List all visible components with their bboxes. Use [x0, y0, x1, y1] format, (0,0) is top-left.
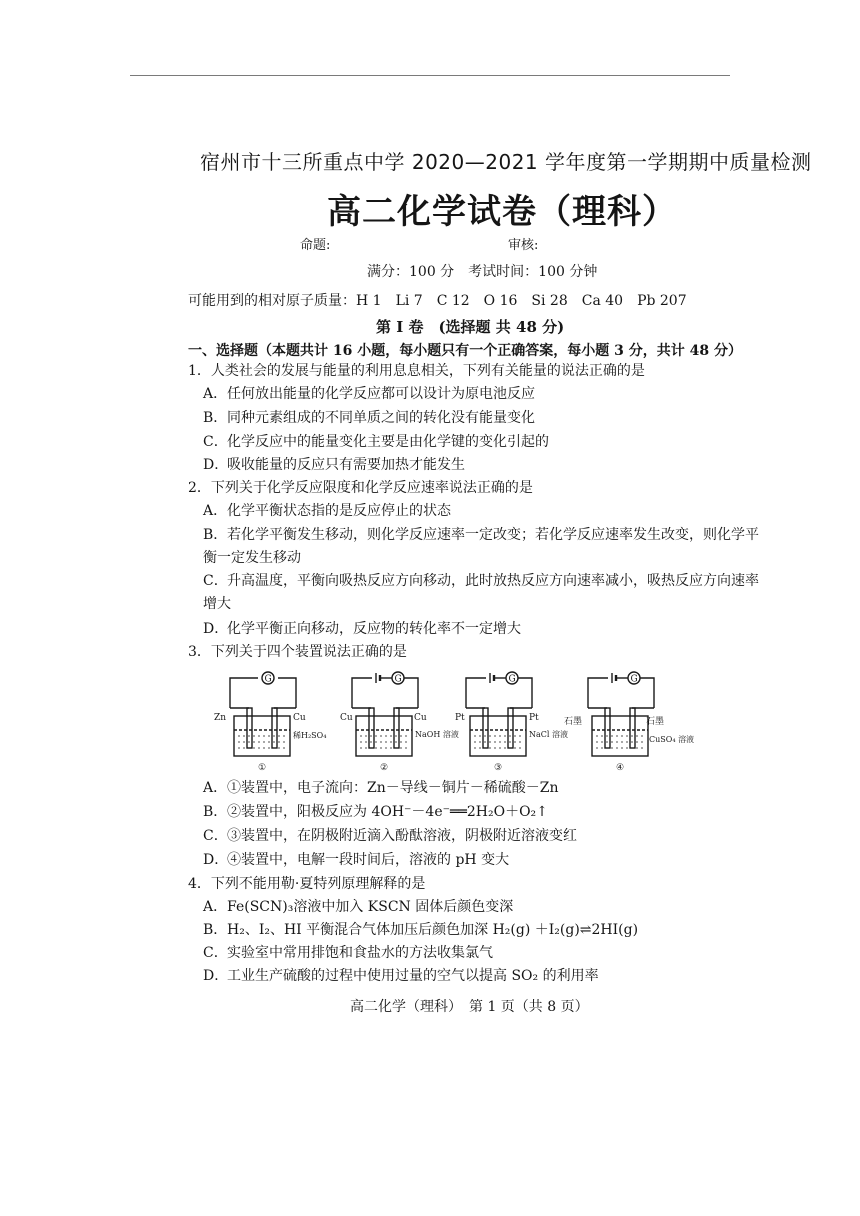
option-text: H₂、I₂、HI 平衡混合气体加压后颜色加深 H₂(g) ＋I₂(g)⇌2HI(g)	[227, 922, 639, 938]
question-1-option-b	[203, 408, 535, 428]
setter-label: 命题:	[300, 238, 331, 253]
option-label: B．	[203, 527, 228, 543]
cell-1-left-electrode-label: Zn	[214, 713, 227, 723]
option-text: 化学平衡状态指的是反应停止的状态	[227, 503, 451, 519]
section-title: 一、选择题（本题共计 16 小题，每小题只有一个正确答案，每小题 3 分，共计 48 分）	[188, 343, 742, 359]
meter-g-label: G	[630, 674, 638, 685]
option-text: 化学平衡正向移动，反应物的转化率不一定增大	[227, 621, 521, 637]
option-label: A．	[203, 386, 228, 402]
option-label: D．	[203, 852, 229, 868]
cell-2-diagram	[352, 672, 418, 756]
option-label: C．	[203, 945, 228, 961]
option-text: 若化学平衡发生移动，则化学反应速率一定改变；若化学反应速率发生改变，则化学平衡一定发生移动	[203, 527, 759, 566]
option-text: ③装置中，在阴极附近滴入酚酞溶液，阴极附近溶液变红	[227, 828, 577, 844]
question-3-option-c	[203, 826, 577, 846]
option-text: ②装置中，阳极反应为 4OH⁻－4e⁻══2H₂O＋O₂↑	[227, 804, 548, 820]
option-text: 实验室中常用排饱和食盐水的方法收集氯气	[227, 945, 493, 961]
option-label: B．	[203, 804, 228, 820]
option-label: D．	[203, 457, 229, 473]
cell-3-left-electrode-label: Pt	[455, 713, 465, 723]
page-footer: 高二化学（理科） 第 1 页（共 8 页）	[350, 999, 589, 1015]
cell-4-left-electrode-label: 石墨	[564, 717, 583, 727]
question-2-option-c	[203, 570, 763, 616]
cell-4-number: ④	[616, 763, 625, 773]
question-1-option-a	[203, 384, 535, 404]
meter-g-label: G	[508, 674, 516, 685]
cell-2-number: ②	[380, 763, 389, 773]
cell-2-left-electrode-label: Cu	[340, 713, 353, 723]
option-label: B．	[203, 410, 228, 426]
question-4-option-a	[203, 897, 513, 917]
cell-2-solution-label: NaOH 溶液	[415, 730, 459, 739]
atomic-masses-line: 可能用到的相对原子质量：H 1 Li 7 C 12 O 16 Si 28 Ca 40 Pb 207	[188, 293, 687, 309]
cell-3-right-electrode-label: Pt	[529, 713, 539, 723]
option-text: 化学反应中的能量变化主要是由化学键的变化引起的	[227, 434, 549, 450]
option-label: C．	[203, 573, 228, 589]
question-4-option-b	[203, 920, 638, 940]
meter-g-label: G	[394, 674, 402, 685]
option-text: 吸收能量的反应只有需要加热才能发生	[227, 457, 465, 473]
option-text: 同种元素组成的不同单质之间的转化没有能量变化	[227, 410, 535, 426]
question-2-option-b	[203, 524, 763, 570]
cell-1-diagram	[230, 672, 296, 756]
cell-3-diagram	[466, 672, 532, 756]
option-label: A．	[203, 503, 228, 519]
reviewer-label: 审核:	[508, 238, 539, 253]
option-label: C．	[203, 828, 228, 844]
cell-4-right-electrode-label: 石墨	[646, 717, 665, 727]
question-3-stem: 3．下列关于四个装置说法正确的是	[188, 644, 407, 660]
option-text: Fe(SCN)₃溶液中加入 KSCN 固体后颜色变深	[227, 899, 514, 915]
question-4-option-c	[203, 943, 493, 963]
score-time-line: 满分：100 分 考试时间：100 分钟	[367, 264, 598, 280]
question-3-option-d	[203, 850, 509, 870]
question-3-option-a	[203, 778, 559, 798]
question-4-option-d	[203, 966, 599, 986]
question-3-option-b	[203, 802, 548, 822]
cell-2-right-electrode-label: Cu	[414, 713, 427, 723]
question-2-stem: 2．下列关于化学反应限度和化学反应速率说法正确的是	[188, 480, 533, 496]
page-title: 高二化学试卷（理科）	[327, 192, 677, 232]
question-1-option-d	[203, 455, 465, 475]
volume-title: 第 I 卷 (选择题 共 48 分)	[376, 318, 565, 336]
option-label: A．	[203, 780, 228, 796]
cell-4-diagram	[588, 672, 654, 756]
cell-4-solution-label: CuSO₄ 溶液	[649, 735, 695, 744]
cell-1-solution-label: 稀H₂SO₄	[293, 731, 327, 740]
top-rule	[130, 75, 730, 76]
option-label: A．	[203, 899, 228, 915]
option-label: B．	[203, 922, 228, 938]
option-text: 任何放出能量的化学反应都可以设计为原电池反应	[227, 386, 535, 402]
school-exam-line: 宿州市十三所重点中学 2020—2021 学年度第一学期期中质量检测	[200, 150, 812, 174]
question-1-option-c	[203, 432, 549, 452]
question-1-stem: 1．人类社会的发展与能量的利用息息相关，下列有关能量的说法正确的是	[188, 363, 645, 379]
cell-3-solution-label: NaCl 溶液	[529, 730, 568, 739]
option-text: ①装置中，电子流向：Zn－导线－铜片－稀硫酸－Zn	[227, 780, 559, 796]
cell-1-right-electrode-label: Cu	[293, 713, 306, 723]
cell-3-number: ③	[494, 763, 503, 773]
question-2-option-a	[203, 501, 451, 521]
option-text: 升高温度，平衡向吸热反应方向移动，此时放热反应方向速率减小，吸热反应方向速率增大	[203, 573, 759, 612]
question-4-stem: 4．下列不能用勒·夏特列原理解释的是	[188, 876, 426, 892]
option-label: C．	[203, 434, 228, 450]
option-text: ④装置中，电解一段时间后，溶液的 pH 变大	[227, 852, 510, 868]
option-text: 工业生产硫酸的过程中使用过量的空气以提高 SO₂ 的利用率	[227, 968, 599, 984]
option-label: D．	[203, 621, 229, 637]
meter-g-label: G	[264, 674, 272, 685]
electrochemical-apparatus-figure	[200, 664, 695, 778]
cell-1-number: ①	[258, 763, 267, 773]
option-label: D．	[203, 968, 229, 984]
question-2-option-d	[203, 619, 521, 639]
